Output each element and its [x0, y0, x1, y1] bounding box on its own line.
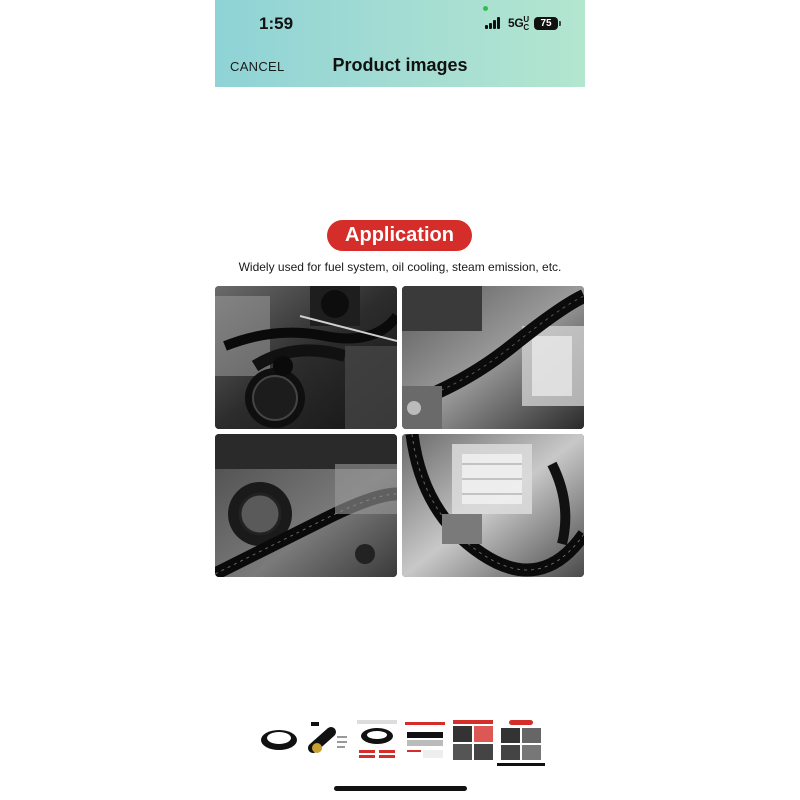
page-title: Product images	[332, 55, 468, 75]
thumbnail-6-selected[interactable]	[499, 718, 543, 762]
engine-photo-3	[215, 434, 397, 577]
thumbnail-2[interactable]	[307, 718, 351, 762]
status-time: 1:59	[259, 14, 294, 33]
engine-photo-4	[402, 434, 584, 577]
engine-photo-1	[215, 286, 397, 429]
battery-tip	[559, 21, 561, 26]
thumbnail-3[interactable]	[355, 718, 399, 762]
thumbnail-4[interactable]	[403, 718, 447, 762]
battery-icon: 75	[534, 17, 558, 30]
cellular-signal-icon	[485, 17, 503, 29]
home-indicator[interactable]	[334, 786, 467, 791]
product-image-main[interactable]	[215, 87, 585, 707]
network-suffix: UC	[523, 15, 529, 32]
thumbnail-5[interactable]	[451, 718, 495, 762]
network-type: 5GUC	[508, 15, 529, 32]
header-bar	[215, 0, 585, 87]
thumbnail-1[interactable]	[257, 718, 301, 762]
application-badge: Application	[327, 220, 472, 251]
privacy-indicator-dot	[483, 6, 488, 11]
engine-photo-2	[402, 286, 584, 429]
phone-screen	[215, 0, 585, 800]
cancel-button[interactable]: CANCEL	[230, 59, 285, 74]
application-description: Widely used for fuel system, oil cooling, steam emission, etc.	[238, 260, 562, 274]
selected-thumbnail-indicator	[497, 763, 545, 766]
